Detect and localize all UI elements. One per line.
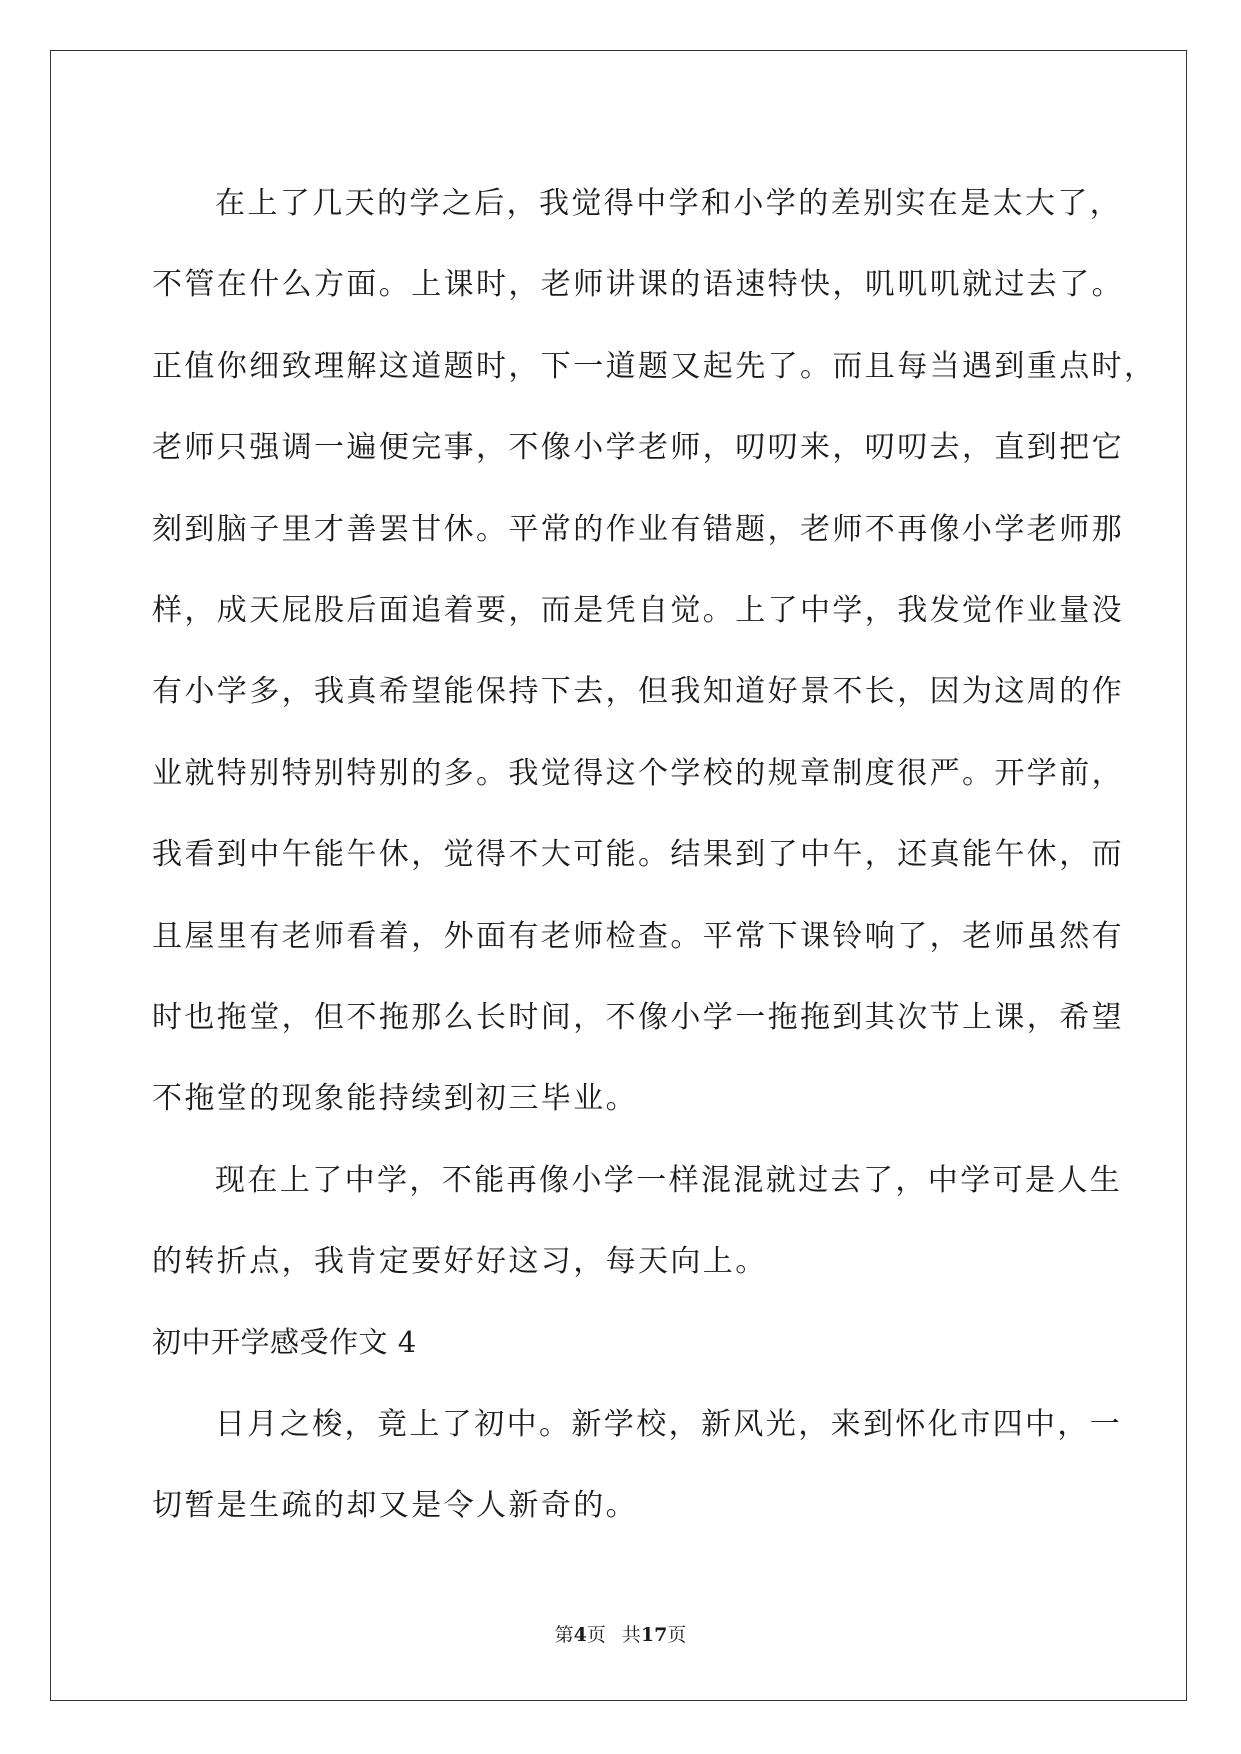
text-line: 不拖堂的现象能持续到初三毕业。 — [152, 1081, 638, 1117]
current-page-number: 4 — [573, 1624, 587, 1646]
text-line: 正值你细致理解这道题时，下一道题又起先了。而且每当遇到重点时， — [152, 348, 1157, 384]
text-line: 老师只强调一遍便完事，不像小学老师，叨叨来，叨叨去，直到把它 — [152, 430, 1124, 466]
text-line: 业就特别特别特别的多。我觉得这个学校的规章制度很严。开学前， — [152, 755, 1124, 791]
footer-prefix: 第 — [554, 1624, 574, 1646]
total-page-count: 17 — [640, 1624, 668, 1646]
text-line: 现在上了中学，不能再像小学一样混混就过去了，中学可是人生 — [215, 1162, 1123, 1198]
footer-total-suffix: 页 — [667, 1624, 687, 1646]
text-line: 日月之梭，竟上了初中。新学校，新风光，来到怀化市四中，一 — [215, 1406, 1123, 1442]
text-line: 且屋里有老师看着，外面有老师检查。平常下课铃响了，老师虽然有 — [152, 918, 1124, 954]
text-line: 时也拖堂，但不拖那么长时间，不像小学一拖拖到其次节上课，希望 — [152, 999, 1124, 1035]
text-line: 切暂是生疏的却又是令人新奇的。 — [152, 1488, 638, 1524]
text-line: 我看到中午能午休，觉得不大可能。结果到了中午，还真能午休，而 — [152, 837, 1124, 873]
text-line: 有小学多，我真希望能保持下去，但我知道好景不长，因为这周的作 — [152, 674, 1124, 710]
page-footer — [0, 1622, 1241, 1648]
text-line: 的转折点，我肯定要好好这习，每天向上。 — [152, 1244, 768, 1280]
footer-page-suffix: 页 — [586, 1624, 606, 1646]
footer-total-prefix: 共 — [621, 1624, 641, 1646]
section-heading: 初中开学感受作文 4 — [152, 1325, 417, 1360]
document-body — [152, 163, 1157, 1547]
text-line: 样，成天屁股后面追着要，而是凭自觉。上了中学，我发觉作业量没 — [152, 592, 1124, 628]
text-line: 在上了几天的学之后，我觉得中学和小学的差别实在是太大了， — [215, 186, 1123, 221]
text-line: 不管在什么方面。上课时，老师讲课的语速特快，叽叽叽就过去了。 — [152, 267, 1124, 303]
text-line: 刻到脑子里才善罢甘休。平常的作业有错题，老师不再像小学老师那 — [152, 511, 1124, 547]
